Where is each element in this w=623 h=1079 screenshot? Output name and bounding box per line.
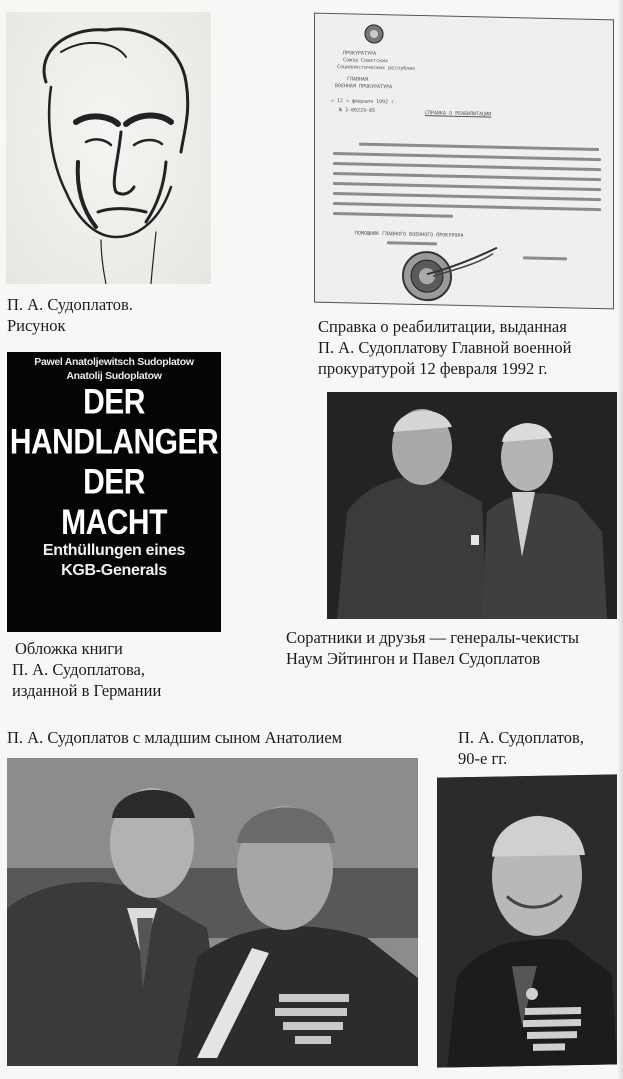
photo-friends-caption: Соратники и друзья — генералы-чекисты Наум Эйтингон и Павел Судоплатов	[286, 628, 579, 668]
portrait-sketch-icon	[6, 12, 211, 284]
rehabilitation-certificate-image: ПРОКУРАТУРА Союза Советских Социалистических республик ГЛАВНАЯ ВОЕННАЯ ПРОКУРАТУРА « 12 » февраля 1992 г. № 3-80229-05 СПРАВКА О РЕАБИЛИТАЦИИ ПОМОЩНИК ГЛАВНОГО ВОЕННОГО ПРОКУРОРА	[314, 13, 614, 310]
book-cover-caption: Обложка книги П. А. Судоплатова, изданной в Германии	[12, 639, 162, 700]
photo-portrait-icon	[437, 774, 617, 1067]
book-title: DER HANDLANGER DER MACHT	[9, 382, 219, 543]
book-subtitle: Enthüllungen eines KGB-Generals	[42, 542, 186, 579]
photo-son-caption: П. А. Судоплатов с младшим сыном Анатолием	[7, 728, 343, 747]
sketch-caption: П. А. Судоплатов. Рисунок	[7, 295, 133, 335]
document-title: СПРАВКА О РЕАБИЛИТАЦИИ	[425, 110, 492, 118]
photo-portrait-caption: П. А. Судоплатов, 90-е гг.	[458, 728, 584, 768]
photo-father-and-son-icon	[7, 758, 418, 1066]
photo-with-son	[7, 758, 418, 1066]
book-cover-image	[7, 352, 221, 632]
sketch-portrait-image	[6, 12, 211, 284]
state-emblem-icon	[363, 23, 385, 45]
document-caption: Справка о реабилитации, выданная П. А. Судоплатову Главной военной прокуратурой 12 февраля 1992 г.	[318, 317, 572, 378]
official-stamp-icon	[397, 241, 507, 303]
photo-two-men-icon	[327, 392, 617, 619]
photo-eitingon-sudoplatov	[327, 392, 617, 619]
book-authors: Pawel Anatoljewitsch Sudoplatow Anatolij Sudoplatow	[34, 356, 194, 382]
page-edge-shadow	[617, 0, 623, 1079]
photo-sudoplatov-90s	[437, 774, 617, 1067]
